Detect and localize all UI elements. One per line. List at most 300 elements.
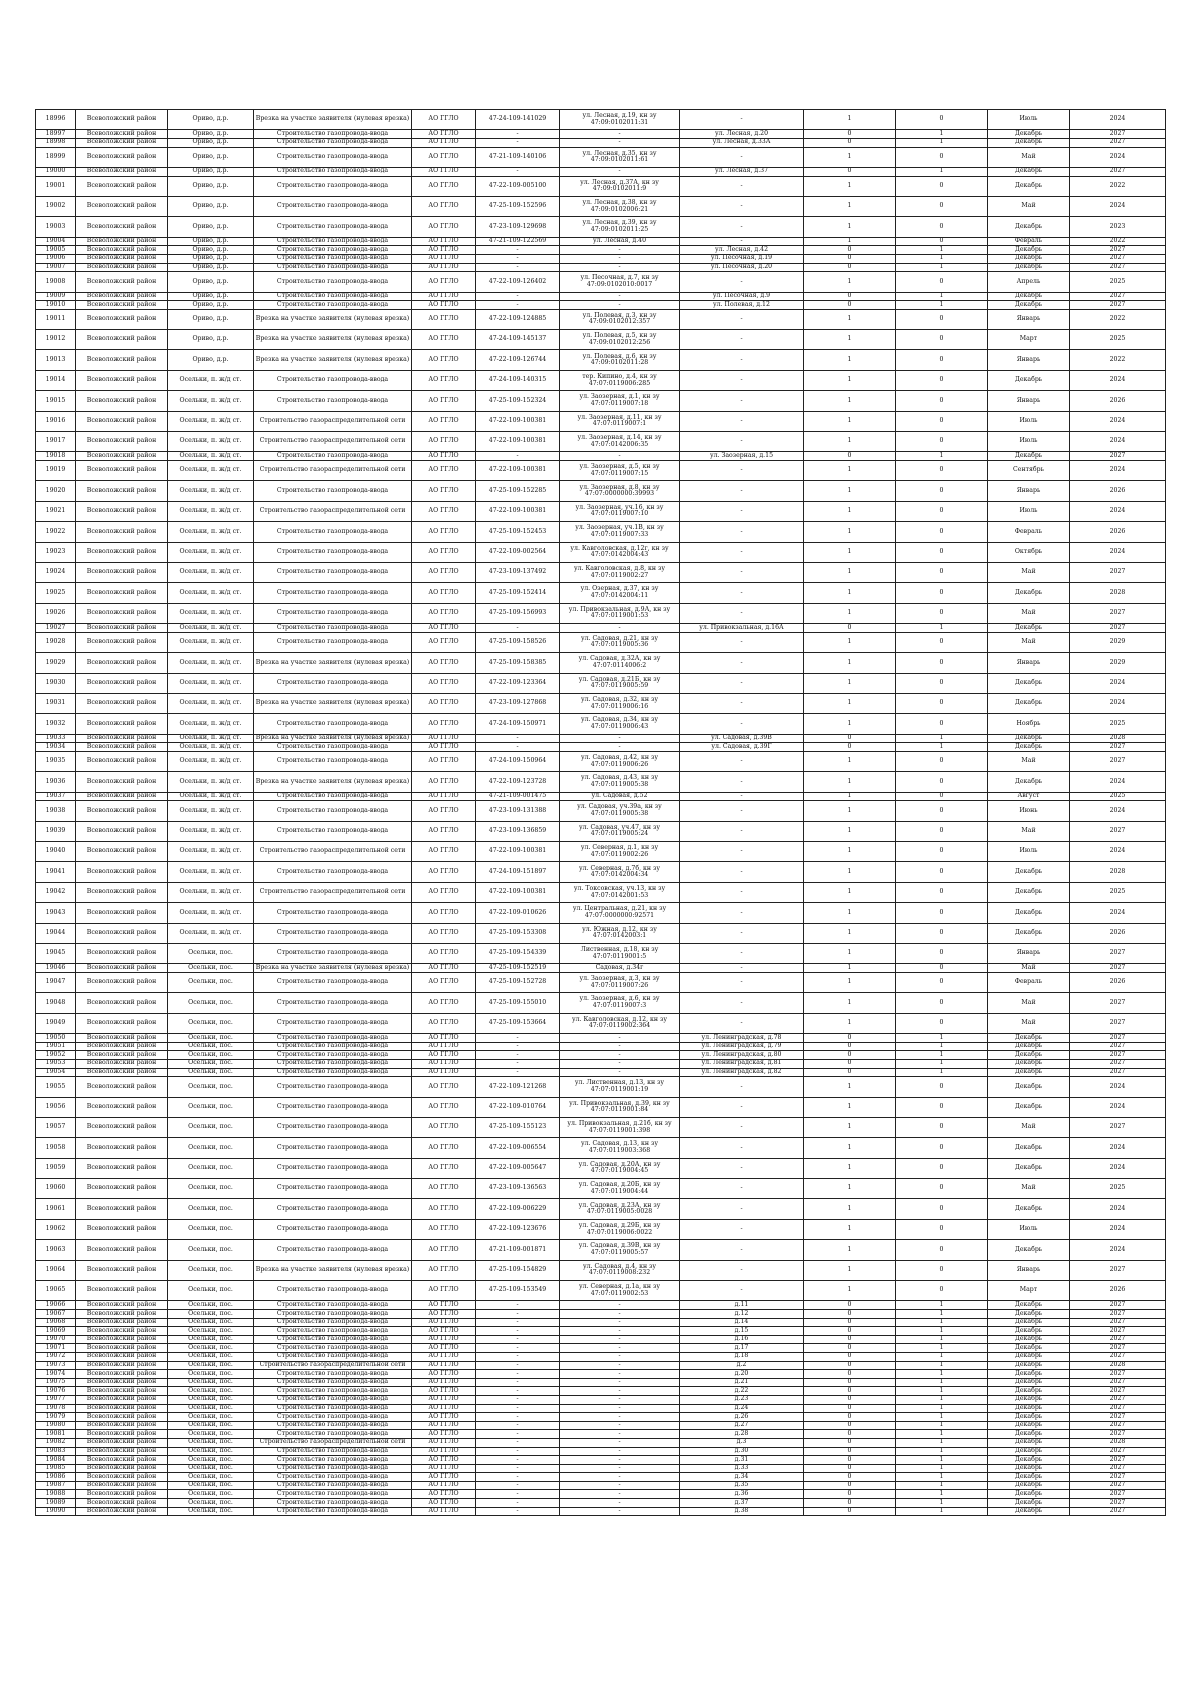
count-a-cell: 0	[804, 1051, 896, 1060]
district-cell: Всеволожский район	[76, 246, 168, 255]
month-cell: Декабрь	[988, 903, 1070, 923]
organization-cell: АО ГГЛО	[412, 196, 476, 216]
year-cell: 2022	[1070, 176, 1166, 196]
work-type-cell: Строительство газораспределительной сети	[254, 1361, 412, 1370]
address-cell: -	[560, 1464, 680, 1473]
application-code-cell: -	[476, 1335, 560, 1344]
application-code-cell: 47-25-109-156993	[476, 603, 560, 623]
organization-cell: АО ГГЛО	[412, 1464, 476, 1473]
year-cell: 2024	[1070, 693, 1166, 713]
count-b-cell: 0	[896, 801, 988, 821]
work-type-cell: Строительство газопровода-ввода	[254, 272, 412, 292]
locality-cell: Осельки, пос.	[168, 1490, 254, 1499]
organization-cell: АО ГГЛО	[412, 714, 476, 734]
application-code-cell: -	[476, 1361, 560, 1370]
table-row	[36, 501, 1166, 521]
application-code-cell: -	[476, 452, 560, 461]
count-a-cell: 0	[804, 1068, 896, 1077]
organization-cell: АО ГГЛО	[412, 1490, 476, 1499]
application-code-cell: -	[476, 1430, 560, 1439]
district-cell: Всеволожский район	[76, 1387, 168, 1396]
count-b-cell: 0	[896, 821, 988, 841]
work-type-cell: Строительство газопровода-ввода	[254, 1068, 412, 1077]
month-cell: Декабрь	[988, 1481, 1070, 1490]
year-cell: 2027	[1070, 1260, 1166, 1280]
address-cell: -	[560, 130, 680, 139]
district-cell: Всеволожский район	[76, 1301, 168, 1310]
row-number-cell: 19009	[36, 292, 76, 301]
year-cell: 2027	[1070, 1327, 1166, 1336]
count-b-cell: 1	[896, 734, 988, 743]
table-row	[36, 1378, 1166, 1387]
count-a-cell: 1	[804, 1179, 896, 1199]
work-type-cell: Строительство газораспределительной сети	[254, 501, 412, 521]
row-number-cell: 19017	[36, 432, 76, 452]
year-cell: 2024	[1070, 147, 1166, 167]
row-number-cell: 19051	[36, 1042, 76, 1051]
locality-cell: Осельки, пос.	[168, 1370, 254, 1379]
year-cell: 2027	[1070, 1059, 1166, 1068]
row-number-cell: 18998	[36, 138, 76, 147]
address-cell: -	[560, 246, 680, 255]
table-row	[36, 1179, 1166, 1199]
organization-cell: АО ГГЛО	[412, 1352, 476, 1361]
work-type-cell: Строительство газопровода-ввода	[254, 1370, 412, 1379]
count-b-cell: 0	[896, 882, 988, 902]
count-b-cell: 1	[896, 452, 988, 461]
locality-cell: Осельки, п. ж/д ст.	[168, 792, 254, 801]
year-cell: 2027	[1070, 1310, 1166, 1319]
month-cell: Январь	[988, 391, 1070, 411]
month-cell: Декабрь	[988, 1438, 1070, 1447]
row-number-cell: 19039	[36, 821, 76, 841]
locality-cell: Осельки, п. ж/д ст.	[168, 842, 254, 862]
organization-cell: АО ГГЛО	[412, 301, 476, 310]
row-number-cell: 19048	[36, 993, 76, 1013]
table-row	[36, 167, 1166, 176]
work-type-cell: Строительство газораспределительной сети	[254, 432, 412, 452]
count-a-cell: 0	[804, 1421, 896, 1430]
work-type-cell: Строительство газопровода-ввода	[254, 603, 412, 623]
district-cell: Всеволожский район	[76, 1335, 168, 1344]
count-a-cell: 1	[804, 693, 896, 713]
object-address-cell: -	[680, 272, 804, 292]
address-cell: ул. Кавголовская, д.8, кн зу 47:07:0119002:27	[560, 562, 680, 582]
year-cell: 2024	[1070, 432, 1166, 452]
work-type-cell: Строительство газопровода-ввода	[254, 903, 412, 923]
year-cell: 2027	[1070, 624, 1166, 633]
organization-cell: АО ГГЛО	[412, 1378, 476, 1387]
object-address-cell: ул. Садовая, д.39Г	[680, 743, 804, 752]
table-row	[36, 714, 1166, 734]
month-cell: Февраль	[988, 237, 1070, 246]
work-type-cell: Строительство газопровода-ввода	[254, 1507, 412, 1516]
application-code-cell: -	[476, 1438, 560, 1447]
year-cell: 2028	[1070, 734, 1166, 743]
organization-cell: АО ГГЛО	[412, 624, 476, 633]
year-cell: 2024	[1070, 110, 1166, 130]
month-cell: Март	[988, 330, 1070, 350]
month-cell: Май	[988, 1013, 1070, 1033]
address-cell: ул. Заозерная, д.1, кн зу 47:07:0119007:18	[560, 391, 680, 411]
count-a-cell: 0	[804, 1490, 896, 1499]
month-cell: Январь	[988, 653, 1070, 673]
month-cell: Декабрь	[988, 1490, 1070, 1499]
organization-cell: АО ГГЛО	[412, 1481, 476, 1490]
count-a-cell: 0	[804, 1310, 896, 1319]
organization-cell: АО ГГЛО	[412, 1240, 476, 1260]
table-row	[36, 330, 1166, 350]
count-a-cell: 0	[804, 1318, 896, 1327]
count-a-cell: 0	[804, 1395, 896, 1404]
organization-cell: АО ГГЛО	[412, 1430, 476, 1439]
work-type-cell: Строительство газопровода-ввода	[254, 167, 412, 176]
address-cell: ул. Садовая, уч.39а, кн зу 47:07:0119005:38	[560, 801, 680, 821]
address-cell: ул. Лесная, д.39, кн зу 47:09:0102011:25	[560, 217, 680, 237]
application-code-cell: 47-25-109-154829	[476, 1260, 560, 1280]
application-code-cell: -	[476, 624, 560, 633]
locality-cell: Осельки, пос.	[168, 1240, 254, 1260]
object-address-cell: ул. Лесная, д.33А	[680, 138, 804, 147]
locality-cell: Ориво, д.р.	[168, 237, 254, 246]
work-type-cell: Строительство газопровода-ввода	[254, 1421, 412, 1430]
table-row	[36, 903, 1166, 923]
locality-cell: Осельки, п. ж/д ст.	[168, 734, 254, 743]
organization-cell: АО ГГЛО	[412, 138, 476, 147]
count-b-cell: 0	[896, 562, 988, 582]
month-cell: Январь	[988, 481, 1070, 501]
count-b-cell: 1	[896, 1507, 988, 1516]
application-code-cell: -	[476, 1481, 560, 1490]
month-cell: Июль	[988, 432, 1070, 452]
year-cell: 2024	[1070, 1097, 1166, 1117]
district-cell: Всеволожский район	[76, 411, 168, 431]
locality-cell: Осельки, пос.	[168, 1260, 254, 1280]
district-cell: Всеволожский район	[76, 603, 168, 623]
work-type-cell: Строительство газопровода-ввода	[254, 292, 412, 301]
table-row	[36, 1051, 1166, 1060]
work-type-cell: Строительство газопровода-ввода	[254, 583, 412, 603]
application-code-cell: 47-23-109-131388	[476, 801, 560, 821]
address-cell: ул. Северная, д.7б, кн зу 47:07:0142004:34	[560, 862, 680, 882]
month-cell: Июль	[988, 1219, 1070, 1239]
table-row	[36, 1499, 1166, 1508]
count-b-cell: 1	[896, 1413, 988, 1422]
object-address-cell: -	[680, 801, 804, 821]
month-cell: Апрель	[988, 272, 1070, 292]
district-cell: Всеволожский район	[76, 792, 168, 801]
organization-cell: АО ГГЛО	[412, 110, 476, 130]
row-number-cell: 19068	[36, 1318, 76, 1327]
count-a-cell: 1	[804, 196, 896, 216]
table-row	[36, 943, 1166, 963]
organization-cell: АО ГГЛО	[412, 1370, 476, 1379]
month-cell: Декабрь	[988, 1240, 1070, 1260]
object-address-cell: ул. Ленинградская, д.80	[680, 1051, 804, 1060]
work-type-cell: Строительство газопровода-ввода	[254, 1013, 412, 1033]
object-address-cell: -	[680, 522, 804, 542]
organization-cell: АО ГГЛО	[412, 673, 476, 693]
table-row	[36, 1438, 1166, 1447]
row-number-cell: 19081	[36, 1430, 76, 1439]
work-type-cell: Строительство газопровода-ввода	[254, 1490, 412, 1499]
application-code-cell: 47-25-109-152414	[476, 583, 560, 603]
locality-cell: Осельки, пос.	[168, 1361, 254, 1370]
count-b-cell: 1	[896, 1447, 988, 1456]
locality-cell: Осельки, п. ж/д ст.	[168, 481, 254, 501]
table-row	[36, 370, 1166, 390]
organization-cell: АО ГГЛО	[412, 1199, 476, 1219]
year-cell: 2027	[1070, 1344, 1166, 1353]
organization-cell: АО ГГЛО	[412, 1387, 476, 1396]
object-address-cell: -	[680, 583, 804, 603]
object-address-cell: ул. Лесная, д.20	[680, 130, 804, 139]
work-type-cell: Строительство газопровода-ввода	[254, 1034, 412, 1043]
locality-cell: Осельки, п. ж/д ст.	[168, 903, 254, 923]
district-cell: Всеволожский район	[76, 432, 168, 452]
address-cell: -	[560, 1310, 680, 1319]
count-a-cell: 1	[804, 147, 896, 167]
application-code-cell: 47-22-109-006554	[476, 1138, 560, 1158]
row-number-cell: 19083	[36, 1447, 76, 1456]
year-cell: 2024	[1070, 461, 1166, 481]
count-b-cell: 1	[896, 1490, 988, 1499]
object-address-cell: д.31	[680, 1456, 804, 1465]
year-cell: 2026	[1070, 481, 1166, 501]
work-type-cell: Строительство газопровода-ввода	[254, 972, 412, 992]
address-cell: ул. Полевая, д.6, кн зу 47:09:0102011:28	[560, 350, 680, 370]
locality-cell: Ориво, д.р.	[168, 330, 254, 350]
object-address-cell: д.37	[680, 1499, 804, 1508]
object-address-cell: д.26	[680, 1413, 804, 1422]
district-cell: Всеволожский район	[76, 743, 168, 752]
organization-cell: АО ГГЛО	[412, 583, 476, 603]
organization-cell: АО ГГЛО	[412, 562, 476, 582]
month-cell: Декабрь	[988, 734, 1070, 743]
organization-cell: АО ГГЛО	[412, 217, 476, 237]
table-row	[36, 542, 1166, 562]
count-b-cell: 1	[896, 138, 988, 147]
organization-cell: АО ГГЛО	[412, 1310, 476, 1319]
count-b-cell: 0	[896, 1199, 988, 1219]
district-cell: Всеволожский район	[76, 330, 168, 350]
district-cell: Всеволожский район	[76, 693, 168, 713]
district-cell: Всеволожский район	[76, 1378, 168, 1387]
table-row	[36, 1281, 1166, 1301]
locality-cell: Осельки, п. ж/д ст.	[168, 923, 254, 943]
district-cell: Всеволожский район	[76, 147, 168, 167]
work-type-cell: Строительство газопровода-ввода	[254, 632, 412, 652]
month-cell: Декабрь	[988, 130, 1070, 139]
work-type-cell: Строительство газопровода-ввода	[254, 196, 412, 216]
object-address-cell: -	[680, 1117, 804, 1137]
locality-cell: Ориво, д.р.	[168, 246, 254, 255]
year-cell: 2024	[1070, 1138, 1166, 1158]
locality-cell: Осельки, пос.	[168, 1318, 254, 1327]
year-cell: 2024	[1070, 1077, 1166, 1097]
table-row	[36, 254, 1166, 263]
work-type-cell: Строительство газопровода-ввода	[254, 1310, 412, 1319]
work-type-cell: Строительство газораспределительной сети	[254, 842, 412, 862]
address-cell: -	[560, 452, 680, 461]
application-code-cell: 47-24-109-140315	[476, 370, 560, 390]
work-type-cell: Строительство газопровода-ввода	[254, 138, 412, 147]
row-number-cell: 19031	[36, 693, 76, 713]
locality-cell: Осельки, п. ж/д ст.	[168, 673, 254, 693]
row-number-cell: 19010	[36, 301, 76, 310]
table-row	[36, 964, 1166, 973]
month-cell: Декабрь	[988, 1421, 1070, 1430]
month-cell: Декабрь	[988, 1404, 1070, 1413]
application-code-cell: -	[476, 1310, 560, 1319]
application-code-cell: 47-25-109-152596	[476, 196, 560, 216]
application-code-cell: 47-25-109-158526	[476, 632, 560, 652]
district-cell: Всеволожский район	[76, 714, 168, 734]
row-number-cell: 19006	[36, 254, 76, 263]
row-number-cell: 19053	[36, 1059, 76, 1068]
row-number-cell: 19056	[36, 1097, 76, 1117]
address-cell: ул. Заозерная, уч.16, кн зу 47:07:0119007:10	[560, 501, 680, 521]
work-type-cell: Строительство газораспределительной сети	[254, 882, 412, 902]
table-row	[36, 1059, 1166, 1068]
object-address-cell: -	[680, 432, 804, 452]
organization-cell: АО ГГЛО	[412, 693, 476, 713]
count-b-cell: 1	[896, 254, 988, 263]
month-cell: Август	[988, 792, 1070, 801]
locality-cell: Ориво, д.р.	[168, 301, 254, 310]
table-row	[36, 1421, 1166, 1430]
organization-cell: АО ГГЛО	[412, 1281, 476, 1301]
table-row	[36, 993, 1166, 1013]
organization-cell: АО ГГЛО	[412, 330, 476, 350]
count-b-cell: 1	[896, 1361, 988, 1370]
count-b-cell: 0	[896, 1240, 988, 1260]
organization-cell: АО ГГЛО	[412, 1447, 476, 1456]
year-cell: 2027	[1070, 751, 1166, 771]
count-b-cell: 0	[896, 237, 988, 246]
application-code-cell: -	[476, 1301, 560, 1310]
work-type-cell: Строительство газопровода-ввода	[254, 1430, 412, 1439]
year-cell: 2027	[1070, 1395, 1166, 1404]
organization-cell: АО ГГЛО	[412, 653, 476, 673]
work-type-cell: Строительство газопровода-ввода	[254, 1240, 412, 1260]
count-a-cell: 1	[804, 1117, 896, 1137]
district-cell: Всеволожский район	[76, 821, 168, 841]
address-cell: -	[560, 734, 680, 743]
application-code-cell: 47-22-109-010764	[476, 1097, 560, 1117]
count-b-cell: 0	[896, 461, 988, 481]
count-b-cell: 1	[896, 1034, 988, 1043]
application-code-cell: 47-22-109-100381	[476, 842, 560, 862]
count-b-cell: 1	[896, 1387, 988, 1396]
count-a-cell: 1	[804, 1260, 896, 1280]
row-number-cell: 19002	[36, 196, 76, 216]
month-cell: Июль	[988, 411, 1070, 431]
district-cell: Всеволожский район	[76, 1138, 168, 1158]
table-row	[36, 237, 1166, 246]
address-cell: ул. Садовая, д.20А, кн зу 47:07:0119004:45	[560, 1158, 680, 1178]
work-type-cell: Строительство газопровода-ввода	[254, 1219, 412, 1239]
work-type-cell: Строительство газопровода-ввода	[254, 130, 412, 139]
locality-cell: Осельки, пос.	[168, 1473, 254, 1482]
count-b-cell: 0	[896, 1138, 988, 1158]
address-cell: -	[560, 1404, 680, 1413]
address-cell: -	[560, 1481, 680, 1490]
locality-cell: Осельки, п. ж/д ст.	[168, 862, 254, 882]
count-b-cell: 1	[896, 1344, 988, 1353]
row-number-cell: 19016	[36, 411, 76, 431]
count-b-cell: 0	[896, 176, 988, 196]
row-number-cell: 19090	[36, 1507, 76, 1516]
table-row	[36, 263, 1166, 272]
month-cell: Декабрь	[988, 1456, 1070, 1465]
count-a-cell: 0	[804, 624, 896, 633]
address-cell: -	[560, 624, 680, 633]
object-address-cell: -	[680, 1158, 804, 1178]
work-type-cell: Строительство газопровода-ввода	[254, 1378, 412, 1387]
count-a-cell: 0	[804, 301, 896, 310]
count-a-cell: 1	[804, 772, 896, 792]
application-code-cell: 47-25-109-152519	[476, 964, 560, 973]
year-cell: 2027	[1070, 743, 1166, 752]
work-type-cell: Строительство газопровода-ввода	[254, 391, 412, 411]
locality-cell: Ориво, д.р.	[168, 196, 254, 216]
work-type-cell: Врезка на участке заявителя (нулевая врезка)	[254, 772, 412, 792]
work-type-cell: Строительство газопровода-ввода	[254, 522, 412, 542]
work-type-cell: Врезка на участке заявителя (нулевая врезка)	[254, 330, 412, 350]
application-code-cell: 47-23-109-137492	[476, 562, 560, 582]
count-a-cell: 1	[804, 391, 896, 411]
work-type-cell: Строительство газопровода-ввода	[254, 1473, 412, 1482]
address-cell: ул. Заозерная, д.14, кн зу 47:07:0142006:35	[560, 432, 680, 452]
row-number-cell: 19008	[36, 272, 76, 292]
address-cell: ул. Лиственная, д.13, кн зу 47:07:0119001:19	[560, 1077, 680, 1097]
row-number-cell: 19013	[36, 350, 76, 370]
year-cell: 2024	[1070, 673, 1166, 693]
work-type-cell: Строительство газопровода-ввода	[254, 1077, 412, 1097]
district-cell: Всеволожский район	[76, 272, 168, 292]
locality-cell: Осельки, п. ж/д ст.	[168, 522, 254, 542]
count-a-cell: 1	[804, 1199, 896, 1219]
work-type-cell: Строительство газораспределительной сети	[254, 1438, 412, 1447]
count-a-cell: 1	[804, 432, 896, 452]
year-cell: 2027	[1070, 562, 1166, 582]
month-cell: Декабрь	[988, 882, 1070, 902]
row-number-cell: 19050	[36, 1034, 76, 1043]
district-cell: Всеволожский район	[76, 624, 168, 633]
work-type-cell: Строительство газопровода-ввода	[254, 263, 412, 272]
locality-cell: Осельки, п. ж/д ст.	[168, 882, 254, 902]
count-b-cell: 0	[896, 993, 988, 1013]
count-a-cell: 1	[804, 370, 896, 390]
locality-cell: Осельки, п. ж/д ст.	[168, 632, 254, 652]
organization-cell: АО ГГЛО	[412, 350, 476, 370]
count-b-cell: 1	[896, 1464, 988, 1473]
object-address-cell: д.20	[680, 1370, 804, 1379]
application-code-cell: 47-24-109-150964	[476, 751, 560, 771]
count-b-cell: 0	[896, 842, 988, 862]
table-row	[36, 1344, 1166, 1353]
row-number-cell: 19046	[36, 964, 76, 973]
work-type-cell: Врезка на участке заявителя (нулевая врезка)	[254, 693, 412, 713]
address-cell: ул. Садовая, д.23А, кн зу 47:07:0119005:0028	[560, 1199, 680, 1219]
object-address-cell: д.22	[680, 1387, 804, 1396]
address-cell: -	[560, 138, 680, 147]
count-a-cell: 0	[804, 130, 896, 139]
object-address-cell: -	[680, 562, 804, 582]
month-cell: Декабрь	[988, 1499, 1070, 1508]
application-code-cell: -	[476, 1490, 560, 1499]
